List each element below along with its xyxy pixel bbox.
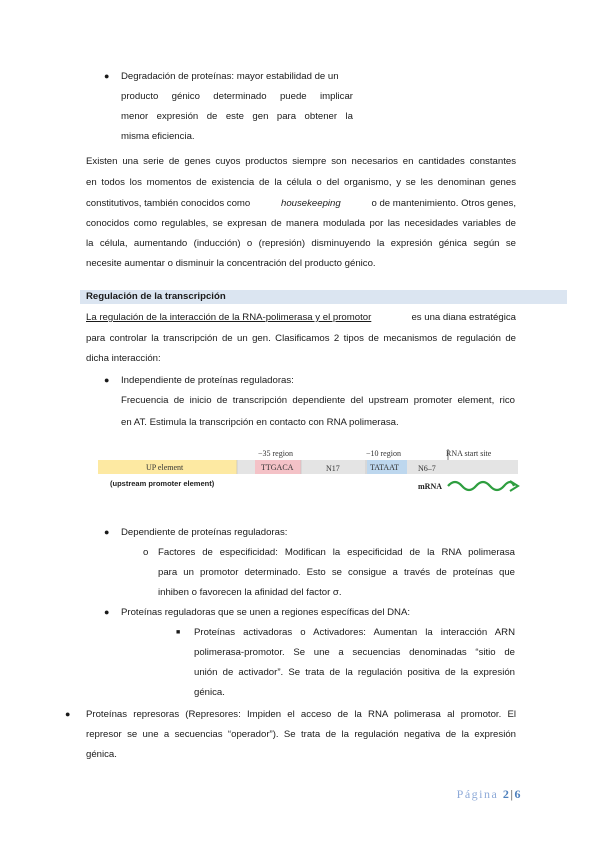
promoter-diagram: [96, 443, 526, 495]
mrna-label: mRNA: [418, 482, 442, 491]
bullet4-sub-line4: génica.: [194, 687, 225, 698]
bullet5-line1: Proteínas represoras (Represores: Impiden el acceso de la RNA polimerasa al promotor. El: [86, 709, 516, 720]
mrna-wave: [448, 482, 514, 490]
bullet5-line2: represor se une a secuencias “operador”). Se trata de la regulación negativa de la expresión: [86, 729, 516, 740]
para1-line4: conocidos como regulables, se expresan de manera modulada por las necesidades variables de: [86, 218, 516, 229]
bullet-dot: ●: [104, 607, 110, 617]
bullet3-sub-line1: Factores de especificidad: Modifican la especificidad de la RNA polimerasa: [158, 547, 515, 558]
spacer-17-label: N17: [326, 464, 340, 473]
bullet1-line1: Degradación de proteínas: mayor estabilidad de un: [121, 71, 339, 82]
para2-underlined: La regulación de la interacción de la RNA-polimerasa y el promotor: [86, 312, 372, 323]
bullet4-sub-line3: unión de activador”. Se trata de la regulación positiva de la expresión: [194, 667, 515, 678]
bullet4-sub-line2: polimerasa-promotor. Se une a secuencias denominadas “sitio de: [194, 647, 515, 658]
bullet2-title: Independiente de proteínas reguladoras:: [121, 375, 294, 386]
page-footer: [457, 787, 522, 802]
para2-line1: [86, 312, 516, 324]
footer-total-pages: 6: [514, 787, 522, 801]
para1-line2: en todos los momentos de existencia de la célula o del organismo, y se les denominan genes: [86, 177, 516, 188]
up-element-caption: (upstream promoter element): [110, 479, 215, 488]
bullet4-sub-line1: Proteínas activadoras o Activadores: Aumentan la interacción ARN: [194, 627, 515, 638]
bullet-dot: ●: [104, 71, 110, 81]
footer-page-number: 2: [502, 787, 511, 801]
footer-word: Página: [456, 787, 499, 801]
para1-line3: [86, 198, 516, 210]
bullet3-sub-line2: para un promotor determinado. Esto se consigue a través de proteínas que: [158, 567, 515, 578]
up-element-label: UP element: [146, 463, 184, 472]
para1-line5: la célula, aumentando (inducción) o (represión) disminuyendo la expresión génica según se: [86, 238, 516, 249]
box-10-label: TATAAT: [370, 463, 399, 472]
bullet-dot: ●: [65, 709, 71, 719]
sub-bullet-square: ■: [176, 629, 181, 636]
para1-housekeeping: housekeeping: [280, 198, 341, 209]
box-35-label: TTGACA: [261, 463, 294, 472]
para2-line2: para controlar la transcripción de un gen. Clasificamos 2 tipos de mecanismos de regulación de: [86, 333, 516, 344]
spacer-6-label: N6–7: [418, 464, 436, 473]
bullet3-sub-line3: inhiben o favorecen la afinidad del factor σ.: [158, 587, 342, 598]
bullet1-line4: misma eficiencia.: [121, 131, 195, 142]
section-title: Regulación de la transcripción: [86, 291, 226, 302]
bullet1-line2: producto génico determinado puede implicar: [121, 91, 353, 102]
sub-bullet-circle: o: [143, 547, 149, 558]
bullet5-line3: génica.: [86, 749, 117, 760]
para1-line3-a: constitutivos, también conocidos como: [86, 198, 251, 209]
start-site-label: RNA start site: [446, 449, 492, 458]
para1-line3-b: o de mantenimiento. Otros genes,: [371, 198, 516, 209]
bullet1-line3: menor expresión de este gen para obtener la: [121, 111, 353, 122]
bullet-dot: ●: [104, 375, 110, 385]
footer-separator: |: [510, 787, 515, 801]
region-10-label: −10 region: [366, 449, 401, 458]
bullet2-line1: Frecuencia de inicio de transcripción dependiente del upstream promoter element, rico: [121, 395, 515, 406]
bullet2-line2: en AT. Estimula la transcripción en contacto con RNA polimerasa.: [121, 417, 399, 428]
region-35-label: −35 region: [258, 449, 293, 458]
para2-line3: dicha interacción:: [86, 353, 161, 364]
bullet3-title: Dependiente de proteínas reguladoras:: [121, 527, 288, 538]
para2-line1-rest: es una diana estratégica: [411, 312, 516, 323]
bullet4-title: Proteínas reguladoras que se unen a regiones específicas del DNA:: [121, 607, 411, 618]
bullet-dot: ●: [104, 527, 110, 537]
para1-line1: Existen una serie de genes cuyos productos siempre son necesarios en cantidades constantes: [86, 156, 516, 167]
para1-line6: necesite aumentar o disminuir la concentración del producto génico.: [86, 258, 376, 269]
